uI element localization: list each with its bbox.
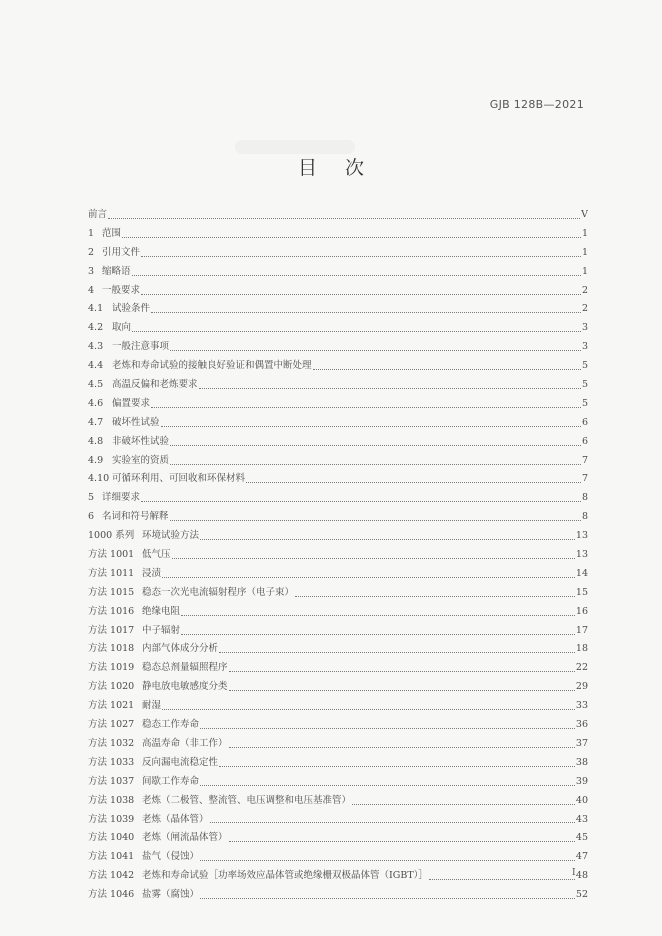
toc-entry-number: 方法 1015 [88,586,135,598]
toc-leader-dots [141,256,581,257]
toc-entry-label: 环境试验方法 [142,530,200,542]
toc-entry-page: 38 [575,756,588,768]
toc-entry-number: 3 [88,265,95,277]
toc-entry[interactable] [88,263,588,282]
toc-entry-label: 低气压 [142,549,171,561]
toc-leader-dots [162,577,575,578]
toc-entry-number: 方法 1041 [88,851,135,863]
toc-leader-dots [141,501,581,502]
toc-entry-page: 29 [575,681,588,693]
toc-leader-dots [170,520,581,521]
toc-entry-number: 4.1 [88,303,104,315]
toc-entry[interactable] [88,527,588,546]
toc-entry-page: V [581,209,588,220]
toc-entry[interactable] [88,357,588,376]
toc-leader-dots [122,237,581,238]
toc-leader-dots [200,728,575,729]
toc-entry[interactable] [88,811,588,830]
toc-entry-page: 2 [581,284,588,296]
toc-entry-number: 2 [88,246,95,258]
toc-entry[interactable] [88,848,588,867]
toc-entry[interactable] [88,414,588,433]
toc-entry-page: 22 [575,662,588,674]
toc-leader-dots [229,747,575,748]
toc-entry-number: 4.5 [88,379,104,391]
page-number: I [572,868,576,878]
toc-entry-label: 老炼和寿命试验［功率场效应晶体管或绝缘栅双极晶体管（IGBT）］ [142,870,428,882]
toc-entry[interactable] [88,452,588,471]
toc-entry[interactable] [88,867,588,886]
toc-entry[interactable] [88,376,588,395]
toc-entry-number: 方法 1018 [88,643,135,655]
toc-entry[interactable] [88,565,588,584]
toc-entry-label: 实验室的资质 [112,454,170,466]
toc-entry[interactable] [88,395,588,414]
toc-entry-page: 13 [575,549,588,561]
toc-leader-dots [200,539,575,540]
toc-entry-page: 7 [581,454,588,466]
toc-entry-label: 详细要求 [102,492,141,504]
toc-entry-label: 偏置要求 [112,397,151,409]
toc-leader-dots [219,652,575,653]
toc-entry-page: 39 [575,775,588,787]
toc-leader-dots [170,464,581,465]
toc-entry-number: 方法 1037 [88,775,135,787]
toc-entry-label: 高温寿命（非工作） [142,737,228,749]
standard-code: GJB 128B—2021 [489,98,584,111]
toc-entry-page: 17 [575,624,588,636]
toc-entry-page: 43 [575,813,588,825]
toc-entry-number: 4.4 [88,360,104,372]
toc-entry-page: 36 [575,719,588,731]
toc-entry-page: 5 [581,397,588,409]
toc-entry[interactable] [88,225,588,244]
toc-leader-dots [132,275,581,276]
toc-leader-dots [429,879,575,880]
toc-entry-page: 3 [581,322,588,334]
toc-entry[interactable] [88,433,588,452]
toc-leader-dots [200,860,575,861]
toc-leader-dots [229,690,575,691]
toc-entry-page: 14 [575,567,588,579]
toc-leader-dots [352,804,575,805]
toc-entry[interactable] [88,678,588,697]
toc-entry-page: 18 [575,643,588,655]
toc-entry[interactable] [88,716,588,735]
toc-leader-dots [200,898,575,899]
toc-entry-number: 4.6 [88,397,104,409]
toc-entry-number: 4.7 [88,416,104,428]
toc-entry[interactable] [88,338,588,357]
toc-entry[interactable] [88,244,588,263]
toc-entry-number: 方法 1040 [88,832,135,844]
toc-leader-dots [181,615,575,616]
toc-leader-dots [229,671,575,672]
toc-entry-label: 可循环利用、可回收和环保材料 [112,473,246,485]
toc-entry-label: 盐雾（腐蚀） [142,889,200,901]
toc-entry-page: 3 [581,341,588,353]
toc-entry-page: 16 [575,605,588,617]
toc-leader-dots [200,785,575,786]
toc-entry-label: 一般注意事项 [112,341,170,353]
toc-entry-label: 间歇工作寿命 [142,775,200,787]
toc-entry[interactable] [88,603,588,622]
toc-entry-page: 5 [581,360,588,372]
toc-entry-page: 2 [581,303,588,315]
toc-leader-dots [210,822,575,823]
toc-entry-label: 缩略语 [102,265,131,277]
toc-entry-page: 7 [581,473,588,485]
toc-leader-dots [162,709,575,710]
toc-entry[interactable] [88,584,588,603]
toc-entry-page: 47 [575,851,588,863]
toc-entry-number: 方法 1039 [88,813,135,825]
toc-entry[interactable] [88,640,588,659]
toc-entry-label: 非破坏性试验 [112,435,170,447]
toc-entry-number: 方法 1019 [88,662,135,674]
toc-entry-label: 稳态一次光电流辐射程序（电子束） [142,586,295,598]
toc-entry-number: 方法 1033 [88,756,135,768]
toc-entry-label: 耐湿 [142,700,162,712]
toc-entry-label: 稳态工作寿命 [142,719,200,731]
toc-entry-label: 绝缘电阻 [142,605,181,617]
toc-leader-dots [132,331,581,332]
toc-entry[interactable] [88,300,588,319]
toc-entry-number: 方法 1032 [88,737,135,749]
toc-entry-label: 静电放电敏感度分类 [142,681,228,693]
toc-entry[interactable] [88,697,588,716]
toc-entry-number: 6 [88,511,95,523]
toc-leader-dots [313,369,581,370]
toc-entry-page: 52 [575,889,588,901]
toc-entry-label: 破坏性试验 [112,416,160,428]
toc-entry[interactable] [88,792,588,811]
toc-entry-page: 40 [575,794,588,806]
toc-leader-dots [246,482,581,483]
toc-entry-number: 4.9 [88,454,104,466]
toc-entry[interactable] [88,508,588,527]
toc-entry[interactable] [88,735,588,754]
toc-entry-number: 方法 1001 [88,549,135,561]
toc-leader-dots [151,312,581,313]
toc-leader-dots [170,350,581,351]
toc-entry-label: 内部气体成分分析 [142,643,219,655]
toc-entry-number: 4.3 [88,341,104,353]
toc-entry-label: 一般要求 [102,284,141,296]
toc-leader-dots [219,766,575,767]
toc-entry-number: 方法 1021 [88,700,135,712]
toc-entry[interactable] [88,489,588,508]
toc-leader-dots [181,634,575,635]
toc-entry-number: 4.10 [88,473,110,485]
toc-entry-number: 1 [88,227,95,239]
toc-entry[interactable] [88,622,588,641]
toc-entry-page: 8 [581,492,588,504]
toc-entry-page: 48 [575,870,588,882]
toc-entry[interactable] [88,206,588,225]
toc-entry-label: 反向漏电流稳定性 [142,756,219,768]
toc-entry-number: 方法 1038 [88,794,135,806]
toc-entry[interactable] [88,886,588,905]
toc-entry-number: 方法 1046 [88,889,135,901]
toc-entry-number: 4.8 [88,435,104,447]
toc-entry-page: 1 [581,227,588,239]
toc-entry-label: 浸渍 [142,567,162,579]
toc-entry-label: 取向 [112,322,132,334]
toc-entry-page: 13 [575,530,588,542]
toc-leader-dots [199,388,581,389]
toc-entry-number: 5 [88,492,95,504]
scan-smudge [235,140,355,154]
toc-entry[interactable] [88,829,588,848]
toc-entry-number: 方法 1027 [88,719,135,731]
toc-leader-dots [151,407,581,408]
toc-entry-label: 老炼（闸流晶体管） [142,832,228,844]
toc-entry[interactable] [88,754,588,773]
toc-entry-page: 8 [581,511,588,523]
toc-entry-page: 6 [581,416,588,428]
toc-leader-dots [161,426,581,427]
toc-entry-label: 中子辐射 [142,624,181,636]
toc-entry[interactable] [88,546,588,565]
toc-entry[interactable] [88,319,588,338]
toc-entry-label: 稳态总剂量辐照程序 [142,662,228,674]
toc-entry-number: 4 [88,284,95,296]
toc-entry[interactable] [88,282,588,301]
toc-leader-dots [229,841,575,842]
toc-entry-label: 前言 [88,209,108,220]
toc-entry-page: 33 [575,700,588,712]
toc-entry-label: 盐气（侵蚀） [142,851,200,863]
toc-entry-page: 6 [581,435,588,447]
toc-leader-dots [141,294,581,295]
toc-entry-page: 5 [581,379,588,391]
toc-leader-dots [295,596,575,597]
toc-leader-dots [172,558,575,559]
toc-entry-number: 1000 系列 [88,530,135,542]
toc-entry-label: 老炼（晶体管） [142,813,209,825]
toc-leader-dots [108,218,580,219]
toc-leader-dots [170,445,581,446]
toc-entry[interactable] [88,773,588,792]
toc-entry-label: 范围 [102,227,122,239]
toc-entry[interactable] [88,470,588,489]
toc-entry-number: 方法 1011 [88,567,135,579]
toc-entry-label: 老炼（二极管、整流管、电压调整和电压基准管） [142,794,352,806]
table-of-contents [88,206,588,905]
toc-entry-label: 高温反偏和老炼要求 [112,379,198,391]
toc-entry-label: 试验条件 [112,303,151,315]
toc-entry-page: 15 [575,586,588,598]
toc-entry-page: 37 [575,737,588,749]
toc-entry[interactable] [88,659,588,678]
toc-entry-page: 1 [581,246,588,258]
toc-entry-number: 4.2 [88,322,104,334]
toc-entry-label: 名词和符号解释 [102,511,169,523]
toc-entry-number: 方法 1017 [88,624,135,636]
toc-entry-label: 引用文件 [102,246,141,258]
page-title: 目次 [297,157,392,179]
toc-entry-number: 方法 1020 [88,681,135,693]
toc-entry-page: 45 [575,832,588,844]
toc-entry-number: 方法 1016 [88,605,135,617]
toc-entry-label: 老炼和寿命试验的接触良好验证和偶置中断处理 [112,360,312,372]
toc-entry-page: 1 [581,265,588,277]
toc-entry-number: 方法 1042 [88,870,135,882]
